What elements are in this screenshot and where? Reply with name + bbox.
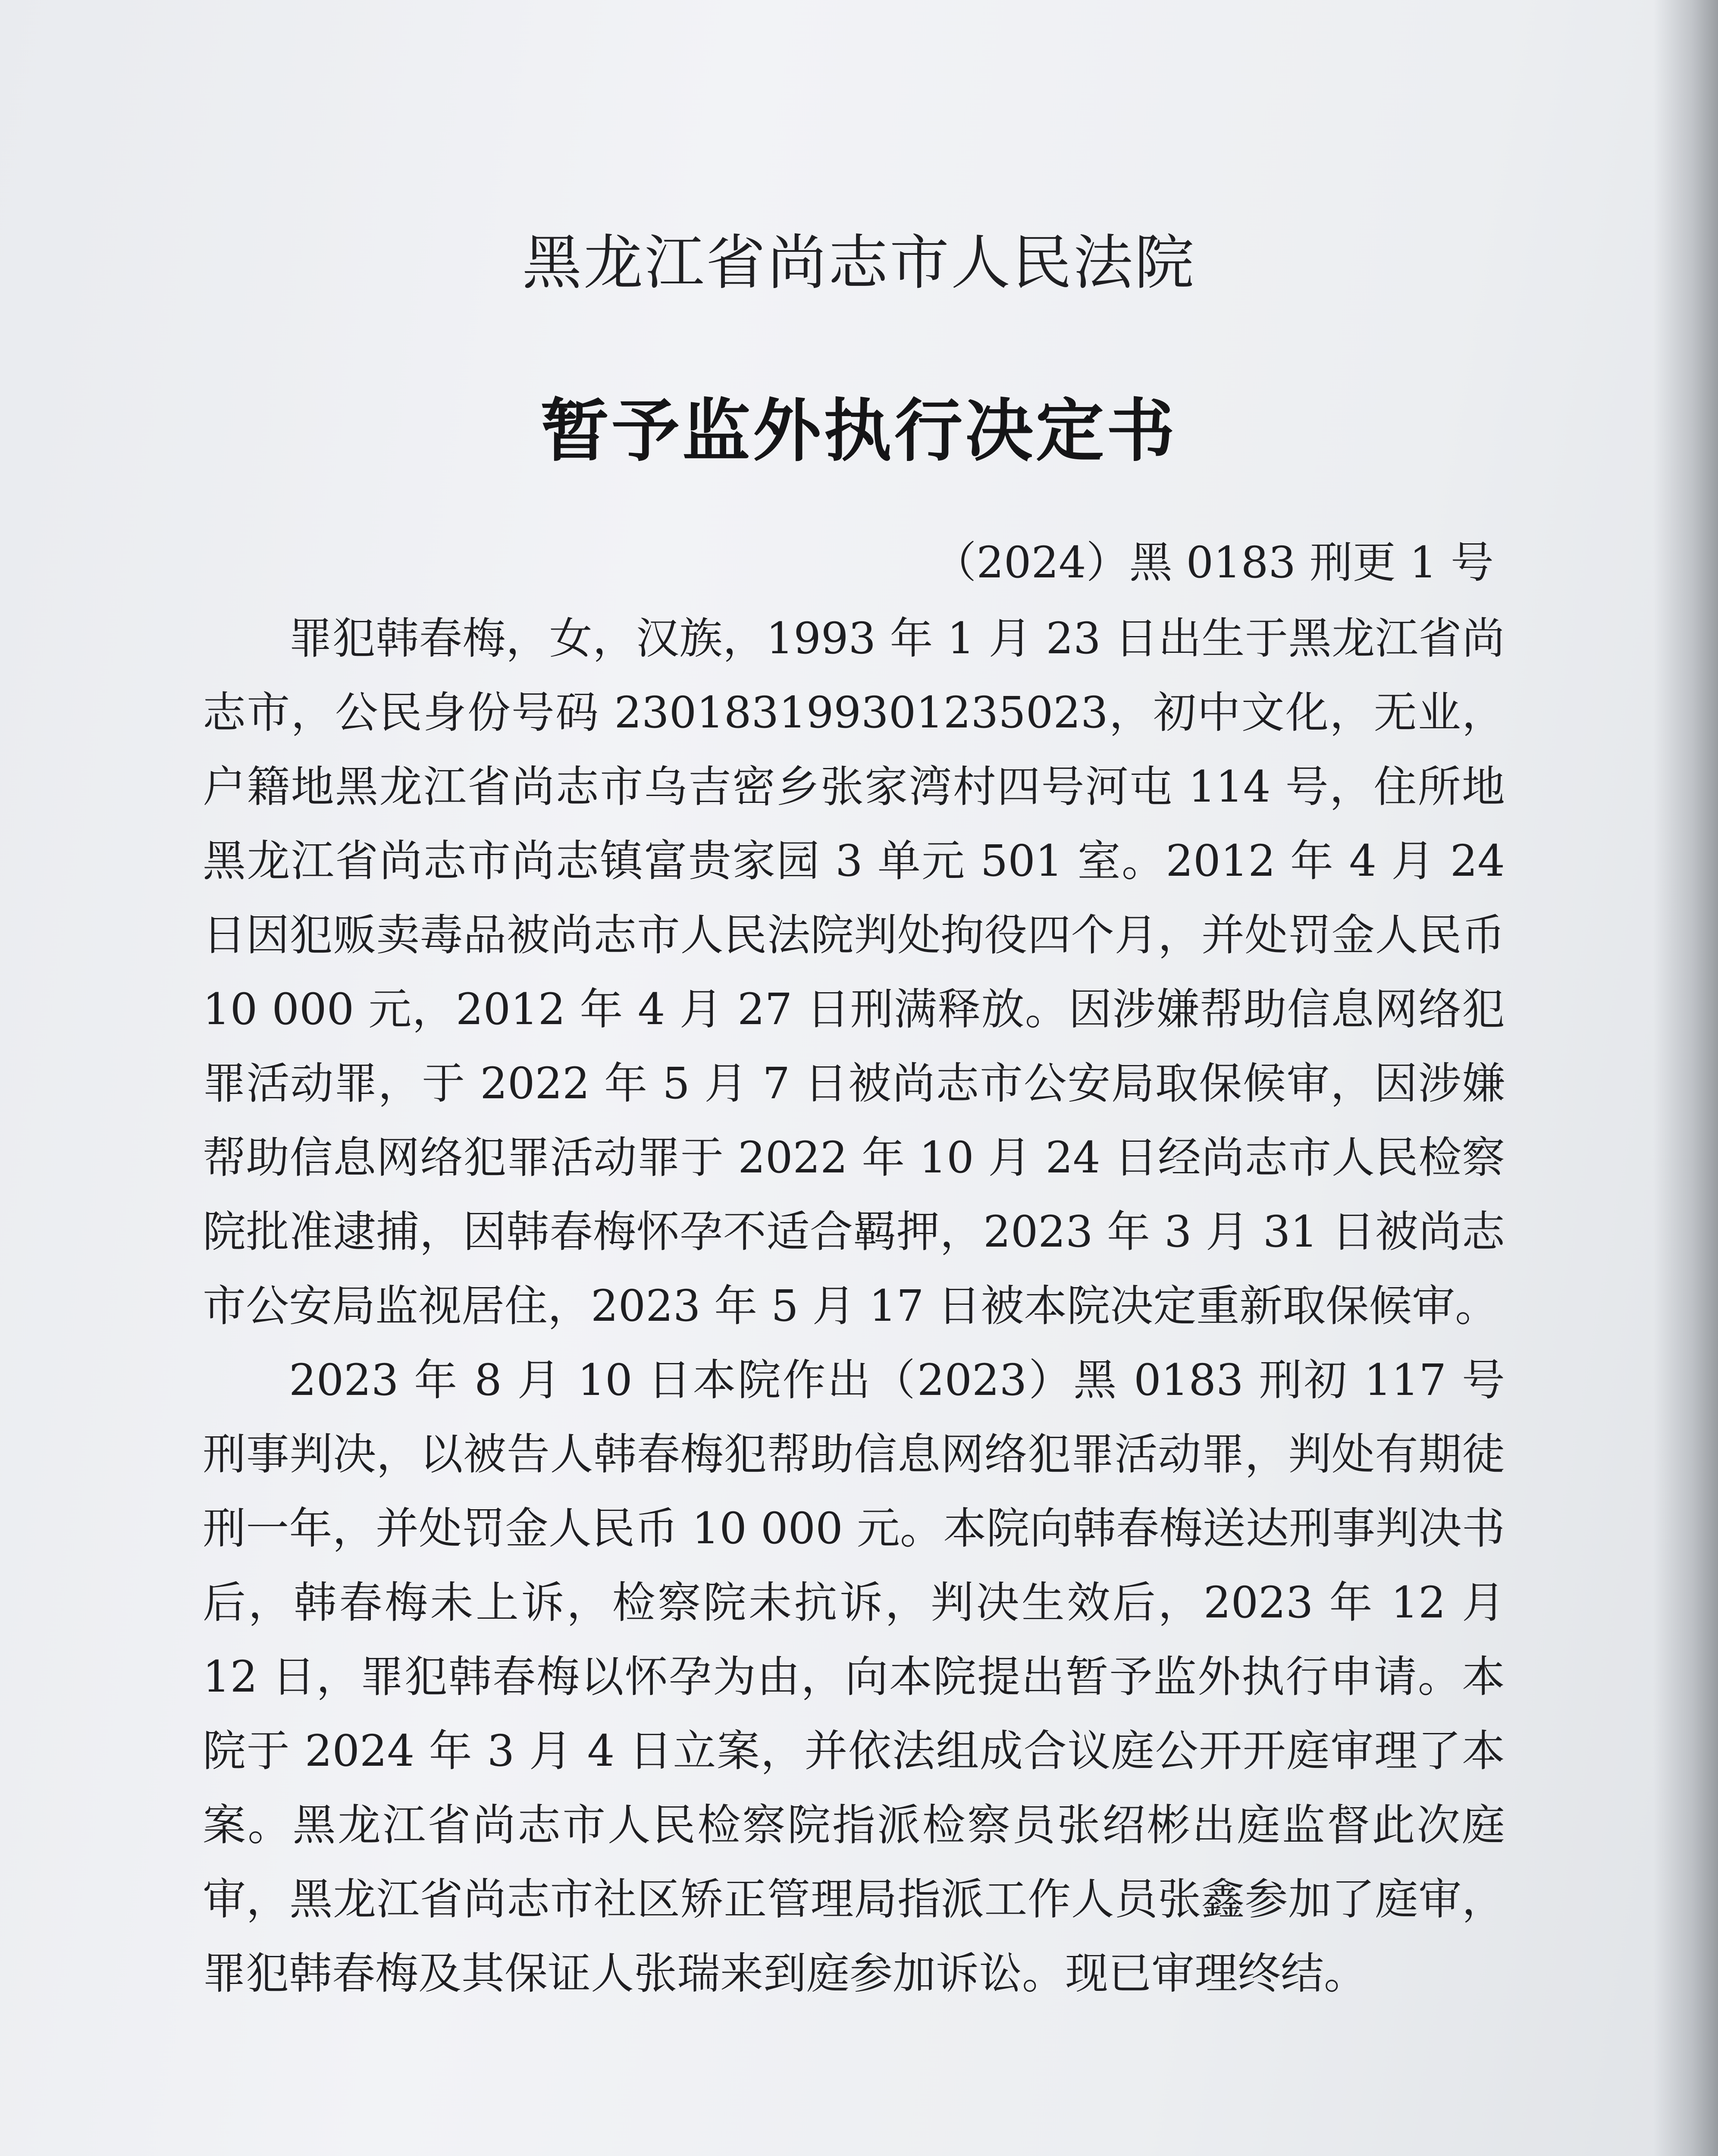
page-edge-shadow <box>1653 0 1718 2156</box>
court-name: 黑龙江省尚志市人民法院 <box>522 228 1196 298</box>
document-title: 暂予监外执行决定书 <box>541 392 1177 471</box>
document-body <box>203 602 1505 2011</box>
body-paragraph-1: 罪犯韩春梅，女，汉族，1993 年 1 月 23 日出生于黑龙江省尚志市，公民身份号码 230183199301235023，初中文化，无业，户籍地黑龙江省尚志市乌吉密乡张家湾村四号河屯 114 号，住所地黑龙江省尚志市尚志镇富贵家园 3 单元 501 室。2012 年 4 月 24 日因犯贩卖毒品被尚志市人民法院判处拘役四个月，并处罚金人民币 10 000 元，2012 年 4 月 27 日刑满释放。因涉嫌帮助信息网络犯罪活动罪，于 2022 年 5 月 7 日被尚志市公安局取保候审，因涉嫌帮助信息网络犯罪活动罪于 2022 年 10 月 24 日经尚志市人民检察院批准逮捕，因韩春梅怀孕不适合羁押，2023 年 3 月 31 日被尚志市公安局监视居住，2023 年 5 月 17 日被本院决定重新取保候审。 <box>203 613 1505 1331</box>
body-paragraph-2: 2023 年 8 月 10 日本院作出（2023）黑 0183 刑初 117 号刑事判决，以被告人韩春梅犯帮助信息网络犯罪活动罪，判处有期徒刑一年，并处罚金人民币 10 000 元。本院向韩春梅送达刑事判决书后，韩春梅未上诉，检察院未抗诉，判决生效后，2023 年 12 月 12 日，罪犯韩春梅以怀孕为由，向本院提出暂予监外执行申请。本院于 2024 年 3 月 4 日立案，并依法组成合议庭公开开庭审理了本案。黑龙江省尚志市人民检察院指派检察员张绍彬出庭监督此次庭审，黑龙江省尚志市社区矫正管理局指派工作人员张鑫参加了庭审，罪犯韩春梅及其保证人张瑞来到庭参加诉讼。现已审理终结。 <box>203 1355 1505 1999</box>
case-number: （2024）黑 0183 刑更 1 号 <box>933 537 1494 588</box>
